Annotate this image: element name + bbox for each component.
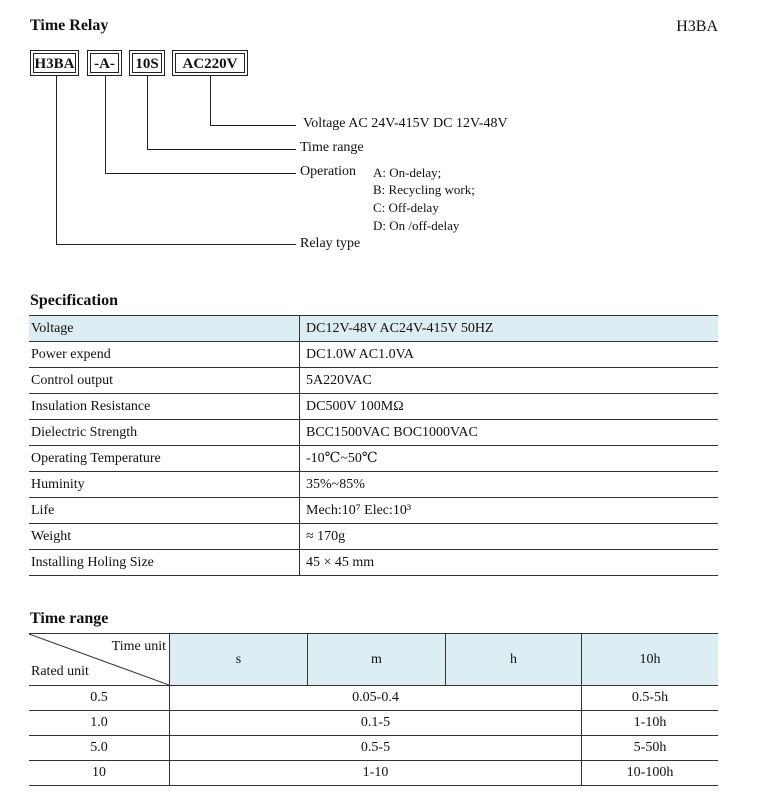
rated-cell: 0.5 bbox=[29, 686, 170, 711]
spec-value: 35%~85% bbox=[300, 472, 719, 498]
spec-row-power bbox=[29, 342, 718, 368]
range-10h-cell: 10-100h bbox=[582, 761, 719, 786]
spec-row-life bbox=[29, 498, 718, 524]
time-unit-label: Time unit bbox=[111, 639, 166, 654]
time-range-row bbox=[29, 736, 718, 761]
code-part-time bbox=[129, 50, 165, 76]
spec-name: Operating Temperature bbox=[29, 446, 300, 472]
rated-unit-label: Rated unit bbox=[31, 664, 89, 679]
spec-value: ≈ 170g bbox=[300, 524, 719, 550]
range-cell: 0.5-5 bbox=[170, 736, 582, 761]
unit-header-10h: 10h bbox=[582, 634, 719, 686]
operation-option-a: A: On-delay; bbox=[373, 165, 442, 180]
time-range-table bbox=[29, 633, 718, 786]
spec-row-control-output bbox=[29, 368, 718, 394]
time-leader-h bbox=[147, 149, 296, 150]
unit-header-m: m bbox=[308, 634, 446, 686]
code-part-operation bbox=[87, 50, 122, 76]
spec-name: Weight bbox=[29, 524, 300, 550]
time-range-row bbox=[29, 711, 718, 736]
spec-value: BCC1500VAC BOC1000VAC bbox=[300, 420, 719, 446]
spec-row-weight bbox=[29, 524, 718, 550]
operation-leader-h bbox=[105, 173, 296, 174]
spec-value: DC500V 100MΩ bbox=[300, 394, 719, 420]
code-part-time-label: 10S bbox=[132, 53, 162, 73]
operation-option-b: B: Recycling work; bbox=[373, 182, 475, 197]
time-range-label: Time range bbox=[300, 140, 364, 155]
spec-row-dielectric bbox=[29, 420, 718, 446]
specification-title: Specification bbox=[30, 292, 118, 309]
spec-name: Installing Holing Size bbox=[29, 550, 300, 576]
spec-value: 5A220VAC bbox=[300, 368, 719, 394]
spec-value: 45 × 45 mm bbox=[300, 550, 719, 576]
spec-row-insulation bbox=[29, 394, 718, 420]
time-range-header-row bbox=[29, 634, 718, 686]
time-leader-v bbox=[147, 76, 148, 150]
voltage-leader-v bbox=[210, 76, 211, 126]
code-part-operation-label: -A- bbox=[90, 53, 119, 73]
code-part-series-label: H3BA bbox=[33, 53, 76, 73]
time-range-title: Time range bbox=[30, 610, 109, 627]
rated-cell: 5.0 bbox=[29, 736, 170, 761]
range-cell: 0.1-5 bbox=[170, 711, 582, 736]
spec-row-humidity bbox=[29, 472, 718, 498]
range-10h-cell: 5-50h bbox=[582, 736, 719, 761]
spec-value: DC1.0W AC1.0VA bbox=[300, 342, 719, 368]
relay-leader-h bbox=[56, 244, 296, 245]
unit-header-s: s bbox=[170, 634, 308, 686]
spec-name: Life bbox=[29, 498, 300, 524]
spec-value: Mech:10⁷ Elec:10³ bbox=[300, 498, 719, 524]
operation-option-c: C: Off-delay bbox=[373, 200, 439, 215]
range-10h-cell: 1-10h bbox=[582, 711, 719, 736]
spec-name: Huminity bbox=[29, 472, 300, 498]
rated-cell: 10 bbox=[29, 761, 170, 786]
spec-name: Dielectric Strength bbox=[29, 420, 300, 446]
specification-table bbox=[29, 315, 718, 576]
spec-name: Insulation Resistance bbox=[29, 394, 300, 420]
corner-cell bbox=[29, 634, 170, 686]
spec-name: Control output bbox=[29, 368, 300, 394]
unit-header-h: h bbox=[446, 634, 582, 686]
model-code: H3BA bbox=[676, 18, 718, 35]
code-part-voltage-label: AC220V bbox=[175, 53, 245, 73]
time-range-row bbox=[29, 761, 718, 786]
time-range-row bbox=[29, 686, 718, 711]
operation-leader-v bbox=[105, 76, 106, 174]
relay-type-label: Relay type bbox=[300, 236, 361, 251]
rated-cell: 1.0 bbox=[29, 711, 170, 736]
range-cell: 1-10 bbox=[170, 761, 582, 786]
relay-leader-v bbox=[56, 76, 57, 245]
spec-row-hole-size bbox=[29, 550, 718, 576]
spec-name: Voltage bbox=[29, 316, 300, 342]
spec-value: DC12V-48V AC24V-415V 50HZ bbox=[300, 316, 719, 342]
spec-value: -10℃~50℃ bbox=[300, 446, 719, 472]
range-10h-cell: 0.5-5h bbox=[582, 686, 719, 711]
operation-label: Operation bbox=[300, 164, 356, 179]
page-title: Time Relay bbox=[30, 17, 109, 34]
voltage-leader-h bbox=[210, 125, 296, 126]
range-cell: 0.05-0.4 bbox=[170, 686, 582, 711]
spec-name: Power expend bbox=[29, 342, 300, 368]
code-part-voltage bbox=[172, 50, 248, 76]
spec-row-temperature bbox=[29, 446, 718, 472]
spec-row-voltage bbox=[29, 316, 718, 342]
code-part-series bbox=[30, 50, 79, 76]
voltage-label: Voltage AC 24V-415V DC 12V-48V bbox=[303, 116, 508, 131]
operation-option-d: D: On /off-delay bbox=[373, 218, 460, 233]
